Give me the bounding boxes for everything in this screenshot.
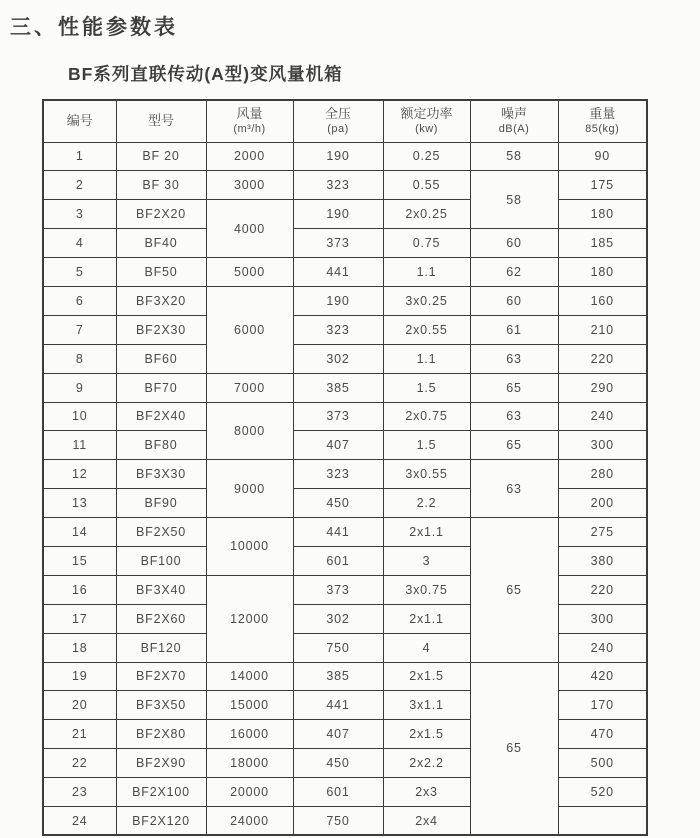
cell-weight: 500 [558, 749, 647, 778]
cell-weight: 240 [558, 633, 647, 662]
cell-no: 23 [43, 778, 116, 807]
cell-noise: 63 [470, 402, 558, 431]
cell-airflow: 7000 [206, 373, 293, 402]
cell-model: BF3X30 [116, 460, 206, 489]
cell-power: 3x0.25 [383, 286, 470, 315]
header-pressure-label: 全压 [324, 106, 351, 122]
cell-airflow: 4000 [206, 200, 293, 258]
cell-noise: 58 [470, 171, 558, 229]
cell-power: 1.1 [383, 258, 470, 287]
cell-weight: 170 [558, 691, 647, 720]
cell-weight: 180 [558, 200, 647, 229]
cell-weight: 160 [558, 286, 647, 315]
cell-no: 16 [43, 575, 116, 604]
header-airflow-label: 风量 [236, 106, 263, 122]
cell-power: 2x2.2 [383, 749, 470, 778]
cell-airflow: 2000 [206, 142, 293, 171]
cell-model: BF40 [116, 229, 206, 258]
header-weight-unit: 85(kg) [585, 122, 620, 135]
cell-pressure: 385 [293, 662, 383, 691]
cell-model: BF60 [116, 344, 206, 373]
table-row [43, 373, 647, 402]
cell-pressure: 385 [293, 373, 383, 402]
cell-model: BF2X30 [116, 315, 206, 344]
cell-pressure: 407 [293, 720, 383, 749]
cell-airflow: 10000 [206, 518, 293, 576]
cell-pressure: 373 [293, 229, 383, 258]
cell-pressure: 407 [293, 431, 383, 460]
cell-weight: 220 [558, 575, 647, 604]
cell-pressure: 601 [293, 546, 383, 575]
cell-weight: 200 [558, 489, 647, 518]
header-pressure [293, 100, 383, 142]
cell-weight: 380 [558, 546, 647, 575]
cell-noise: 65 [470, 373, 558, 402]
cell-model: BF 30 [116, 171, 206, 200]
cell-model: BF80 [116, 431, 206, 460]
cell-airflow: 3000 [206, 171, 293, 200]
cell-no: 18 [43, 633, 116, 662]
cell-weight: 300 [558, 431, 647, 460]
cell-pressure: 323 [293, 315, 383, 344]
cell-power: 1.1 [383, 344, 470, 373]
cell-no: 3 [43, 200, 116, 229]
header-power-unit: (kw) [415, 122, 438, 135]
cell-model: BF2X120 [116, 806, 206, 835]
cell-pressure: 750 [293, 806, 383, 835]
cell-model: BF2X40 [116, 402, 206, 431]
cell-airflow: 24000 [206, 806, 293, 835]
table-row [43, 142, 647, 171]
cell-model: BF2X90 [116, 749, 206, 778]
cell-weight: 180 [558, 258, 647, 287]
cell-pressure: 450 [293, 749, 383, 778]
cell-power: 0.25 [383, 142, 470, 171]
cell-airflow: 15000 [206, 691, 293, 720]
cell-power: 1.5 [383, 431, 470, 460]
cell-weight: 275 [558, 518, 647, 547]
cell-power: 3x1.1 [383, 691, 470, 720]
cell-airflow: 20000 [206, 778, 293, 807]
header-noise [470, 100, 558, 142]
cell-no: 21 [43, 720, 116, 749]
cell-power: 1.5 [383, 373, 470, 402]
cell-pressure: 190 [293, 286, 383, 315]
cell-weight: 185 [558, 229, 647, 258]
cell-power: 2x1.1 [383, 604, 470, 633]
table-row [43, 460, 647, 489]
cell-no: 4 [43, 229, 116, 258]
cell-power: 2x1.5 [383, 720, 470, 749]
cell-power: 2x4 [383, 806, 470, 835]
cell-noise: 65 [470, 431, 558, 460]
cell-model: BF2X50 [116, 518, 206, 547]
cell-pressure: 441 [293, 518, 383, 547]
cell-weight: 300 [558, 604, 647, 633]
table-row [43, 402, 647, 431]
cell-pressure: 323 [293, 460, 383, 489]
cell-weight: 520 [558, 778, 647, 807]
cell-no: 8 [43, 344, 116, 373]
cell-power: 2x0.75 [383, 402, 470, 431]
table-row [43, 171, 647, 200]
cell-pressure: 323 [293, 171, 383, 200]
header-noise-label: 噪声 [500, 106, 527, 122]
cell-pressure: 190 [293, 142, 383, 171]
cell-no: 17 [43, 604, 116, 633]
table-row [43, 229, 647, 258]
cell-pressure: 601 [293, 778, 383, 807]
cell-model: BF3X50 [116, 691, 206, 720]
cell-weight: 175 [558, 171, 647, 200]
table-row [43, 518, 647, 547]
cell-pressure: 373 [293, 575, 383, 604]
table-subtitle: BF系列直联传动(A型)变风量机箱 [68, 64, 343, 84]
cell-power: 2x1.5 [383, 662, 470, 691]
cell-airflow: 5000 [206, 258, 293, 287]
cell-weight: 90 [558, 142, 647, 171]
cell-noise: 61 [470, 315, 558, 344]
cell-power: 3 [383, 546, 470, 575]
header-noise-unit: dB(A) [498, 122, 530, 135]
cell-weight: 420 [558, 662, 647, 691]
cell-pressure: 750 [293, 633, 383, 662]
cell-no: 15 [43, 546, 116, 575]
cell-power: 3x0.75 [383, 575, 470, 604]
cell-airflow: 18000 [206, 749, 293, 778]
cell-pressure: 373 [293, 402, 383, 431]
cell-airflow: 9000 [206, 460, 293, 518]
cell-airflow: 14000 [206, 662, 293, 691]
table-row [43, 662, 647, 691]
cell-model: BF2X80 [116, 720, 206, 749]
cell-model: BF3X40 [116, 575, 206, 604]
header-pressure-unit: (pa) [327, 122, 349, 135]
cell-no: 1 [43, 142, 116, 171]
cell-model: BF2X70 [116, 662, 206, 691]
table-header [43, 100, 647, 142]
cell-pressure: 441 [293, 258, 383, 287]
cell-no: 13 [43, 489, 116, 518]
cell-airflow: 8000 [206, 402, 293, 460]
cell-airflow: 16000 [206, 720, 293, 749]
cell-pressure: 441 [293, 691, 383, 720]
cell-power: 3x0.55 [383, 460, 470, 489]
cell-model: BF2X60 [116, 604, 206, 633]
cell-power: 4 [383, 633, 470, 662]
cell-power: 2x1.1 [383, 518, 470, 547]
header-model [116, 100, 206, 142]
cell-power: 2x0.55 [383, 315, 470, 344]
cell-noise: 63 [470, 344, 558, 373]
header-no [43, 100, 116, 142]
cell-no: 12 [43, 460, 116, 489]
cell-weight: 470 [558, 720, 647, 749]
cell-weight: 240 [558, 402, 647, 431]
performance-parameters-table [42, 99, 648, 836]
header-power [383, 100, 470, 142]
header-airflow [206, 100, 293, 142]
header-row [43, 100, 647, 142]
cell-noise: 63 [470, 460, 558, 518]
cell-no: 11 [43, 431, 116, 460]
cell-model: BF3X20 [116, 286, 206, 315]
table-row [43, 258, 647, 287]
table-row [43, 315, 647, 344]
table-body [43, 142, 647, 835]
cell-no: 19 [43, 662, 116, 691]
cell-power: 0.55 [383, 171, 470, 200]
cell-weight: 220 [558, 344, 647, 373]
header-model-label: 型号 [147, 113, 174, 129]
header-weight [558, 100, 647, 142]
header-no-label: 编号 [66, 113, 93, 129]
cell-noise: 60 [470, 229, 558, 258]
header-power-label: 额定功率 [400, 106, 453, 122]
cell-model: BF50 [116, 258, 206, 287]
cell-no: 2 [43, 171, 116, 200]
cell-weight: 290 [558, 373, 647, 402]
header-airflow-unit: (m³/h) [233, 122, 266, 135]
page-title: 三、性能参数表 [10, 16, 178, 39]
table-row [43, 286, 647, 315]
cell-weight [558, 806, 647, 835]
cell-power: 2x0.25 [383, 200, 470, 229]
cell-noise: 65 [470, 662, 558, 835]
cell-noise: 62 [470, 258, 558, 287]
cell-no: 22 [43, 749, 116, 778]
cell-no: 20 [43, 691, 116, 720]
header-weight-label: 重量 [589, 106, 616, 122]
cell-model: BF120 [116, 633, 206, 662]
cell-pressure: 302 [293, 604, 383, 633]
cell-model: BF90 [116, 489, 206, 518]
cell-noise: 58 [470, 142, 558, 171]
cell-airflow: 12000 [206, 575, 293, 662]
table-row [43, 431, 647, 460]
cell-power: 0.75 [383, 229, 470, 258]
cell-no: 5 [43, 258, 116, 287]
cell-pressure: 190 [293, 200, 383, 229]
cell-weight: 210 [558, 315, 647, 344]
cell-weight: 280 [558, 460, 647, 489]
cell-model: BF100 [116, 546, 206, 575]
cell-noise: 65 [470, 518, 558, 662]
cell-model: BF 20 [116, 142, 206, 171]
cell-pressure: 302 [293, 344, 383, 373]
cell-noise: 60 [470, 286, 558, 315]
cell-no: 24 [43, 806, 116, 835]
cell-no: 7 [43, 315, 116, 344]
cell-model: BF2X20 [116, 200, 206, 229]
cell-no: 14 [43, 518, 116, 547]
cell-power: 2x3 [383, 778, 470, 807]
cell-model: BF70 [116, 373, 206, 402]
cell-no: 6 [43, 286, 116, 315]
cell-no: 10 [43, 402, 116, 431]
cell-pressure: 450 [293, 489, 383, 518]
cell-model: BF2X100 [116, 778, 206, 807]
table-row [43, 344, 647, 373]
cell-no: 9 [43, 373, 116, 402]
cell-airflow: 6000 [206, 286, 293, 373]
cell-power: 2.2 [383, 489, 470, 518]
